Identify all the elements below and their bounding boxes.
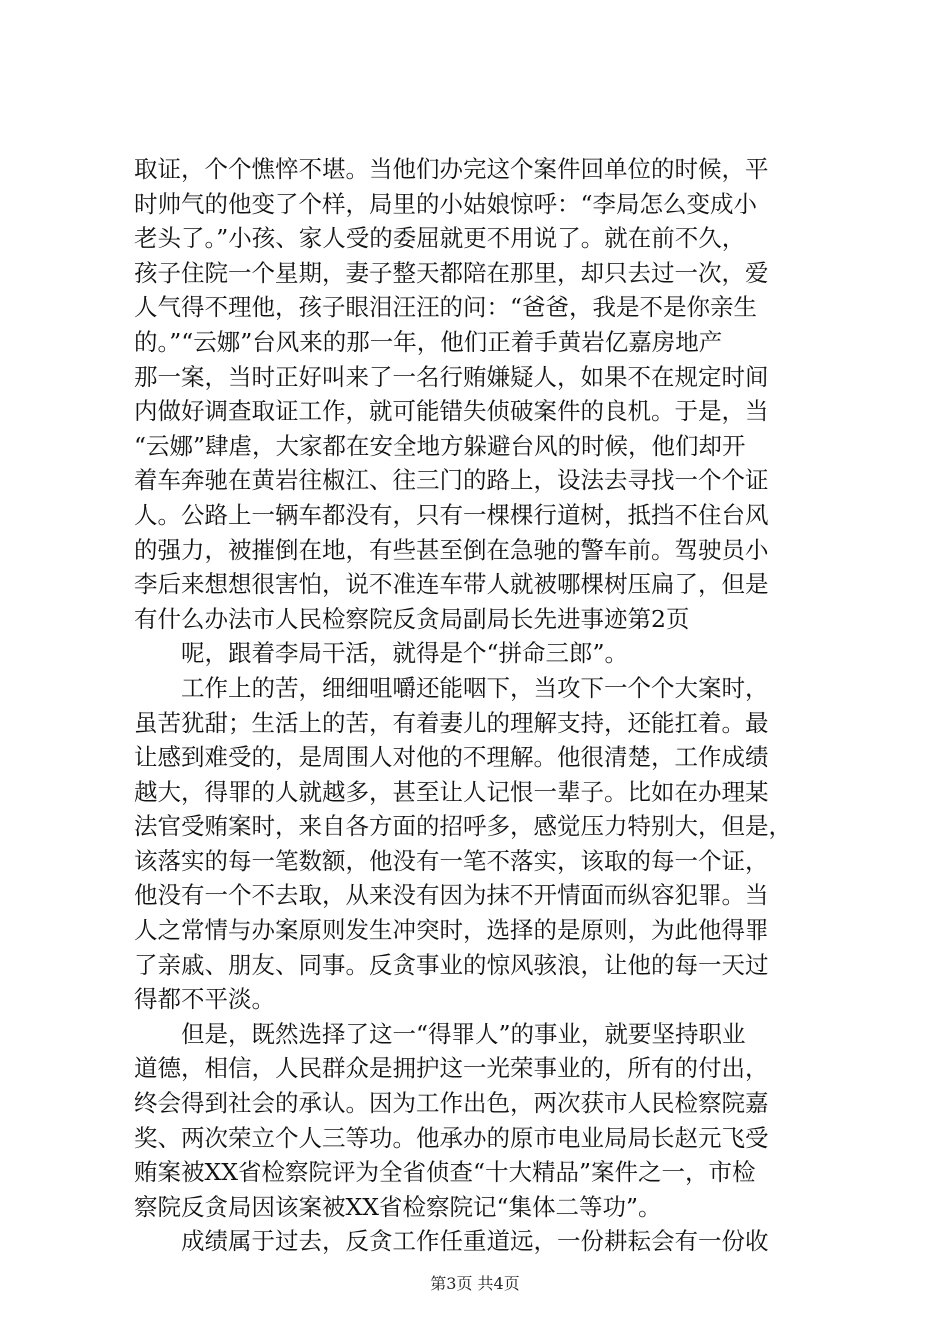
text-line: 察院反贪局因该案被XX省检察院记“集体二等功”。 (134, 1192, 662, 1221)
text-line: 着车奔驰在黄岩往椒江、往三门的路上，设法去寻找一个个证 (134, 466, 769, 495)
text-line: 的。”“云娜”台风来的那一年，他们正着手黄岩亿嘉房地产 (134, 327, 723, 356)
text-line: 人气得不理他，孩子眼泪汪汪的问：“爸爸，我是不是你亲生 (134, 293, 758, 322)
text-line: 时帅气的他变了个样，局里的小姑娘惊呼：“李局怎么变成小 (134, 189, 758, 218)
text-line: 他没有一个不去取，从来没有因为抹不开情面而纵容犯罪。当 (134, 881, 769, 910)
text-line: 了亲戚、朋友、同事。反贪事业的惊风骇浪，让他的每一天过 (134, 950, 769, 979)
text-line: 让感到难受的，是周围人对他的不理解。他很清楚，工作成绩 (134, 743, 769, 772)
text-line: 人。公路上一辆车都没有，只有一棵棵行道树，抵挡不住台风 (134, 500, 769, 529)
text-line: 的强力，被摧倒在地，有些甚至倒在急驰的警车前。驾驶员小 (134, 535, 769, 564)
text-line: 李后来想想很害怕，说不准连车带人就被哪棵树压扁了，但是 (134, 570, 769, 599)
text-line: 工作上的苦，细细咀嚼还能咽下，当攻下一个个大案时， (134, 673, 769, 702)
text-line: 法官受贿案时，来自各方面的招呼多，感觉压力特别大，但是， (134, 812, 792, 841)
text-line: 人之常情与办案原则发生冲突时，选择的是原则，为此他得罪 (134, 916, 769, 945)
text-line: 但是，既然选择了这一“得罪人”的事业，就要坚持职业 (134, 1019, 746, 1048)
text-line: 越大，得罪的人就越多，甚至让人记恨一辈子。比如在办理某 (134, 777, 769, 806)
text-line: 道德，相信，人民群众是拥护这一光荣事业的，所有的付出， (134, 1054, 769, 1083)
text-line: 那一案，当时正好叫来了一名行贿嫌疑人，如果不在规定时间 (134, 362, 769, 391)
text-line: 得都不平淡。 (134, 985, 275, 1014)
text-line: 成绩属于过去，反贪工作任重道远，一份耕耘会有一份收 (134, 1227, 769, 1256)
text-line: 呢，跟着李局干活，就得是个“拼命三郎”。 (134, 639, 629, 668)
text-line: 该落实的每一笔数额，他没有一笔不落实，该取的每一个证， (134, 846, 769, 875)
text-line: 贿案被XX省检察院评为全省侦查“十大精品”案件之一，市检 (134, 1158, 756, 1187)
text-line: 虽苦犹甜；生活上的苦，有着妻儿的理解支持，还能扛着。最 (134, 708, 769, 737)
text-line: “云娜”肆虐，大家都在安全地方躲避台风的时候，他们却开 (134, 431, 746, 460)
text-line: 孩子住院一个星期，妻子整天都陪在那里，却只去过一次，爱 (134, 258, 769, 287)
text-line: 老头了。”小孩、家人受的委屈就更不用说了。就在前不久， (134, 224, 746, 253)
text-line: 有什么办法市人民检察院反贪局副局长先进事迹第2页 (134, 604, 690, 633)
text-line: 内做好调查取证工作，就可能错失侦破案件的良机。于是，当 (134, 397, 769, 426)
text-line: 奖、两次荣立个人三等功。他承办的原市电业局局长赵元飞受 (134, 1123, 769, 1152)
text-line: 终会得到社会的承认。因为工作出色，两次获市人民检察院嘉 (134, 1089, 769, 1118)
page-footer: 第3页 共4页 (430, 1274, 520, 1293)
text-line: 取证，个个憔悴不堪。当他们办完这个案件回单位的时候，平 (134, 155, 769, 183)
body-text (134, 152, 834, 1259)
